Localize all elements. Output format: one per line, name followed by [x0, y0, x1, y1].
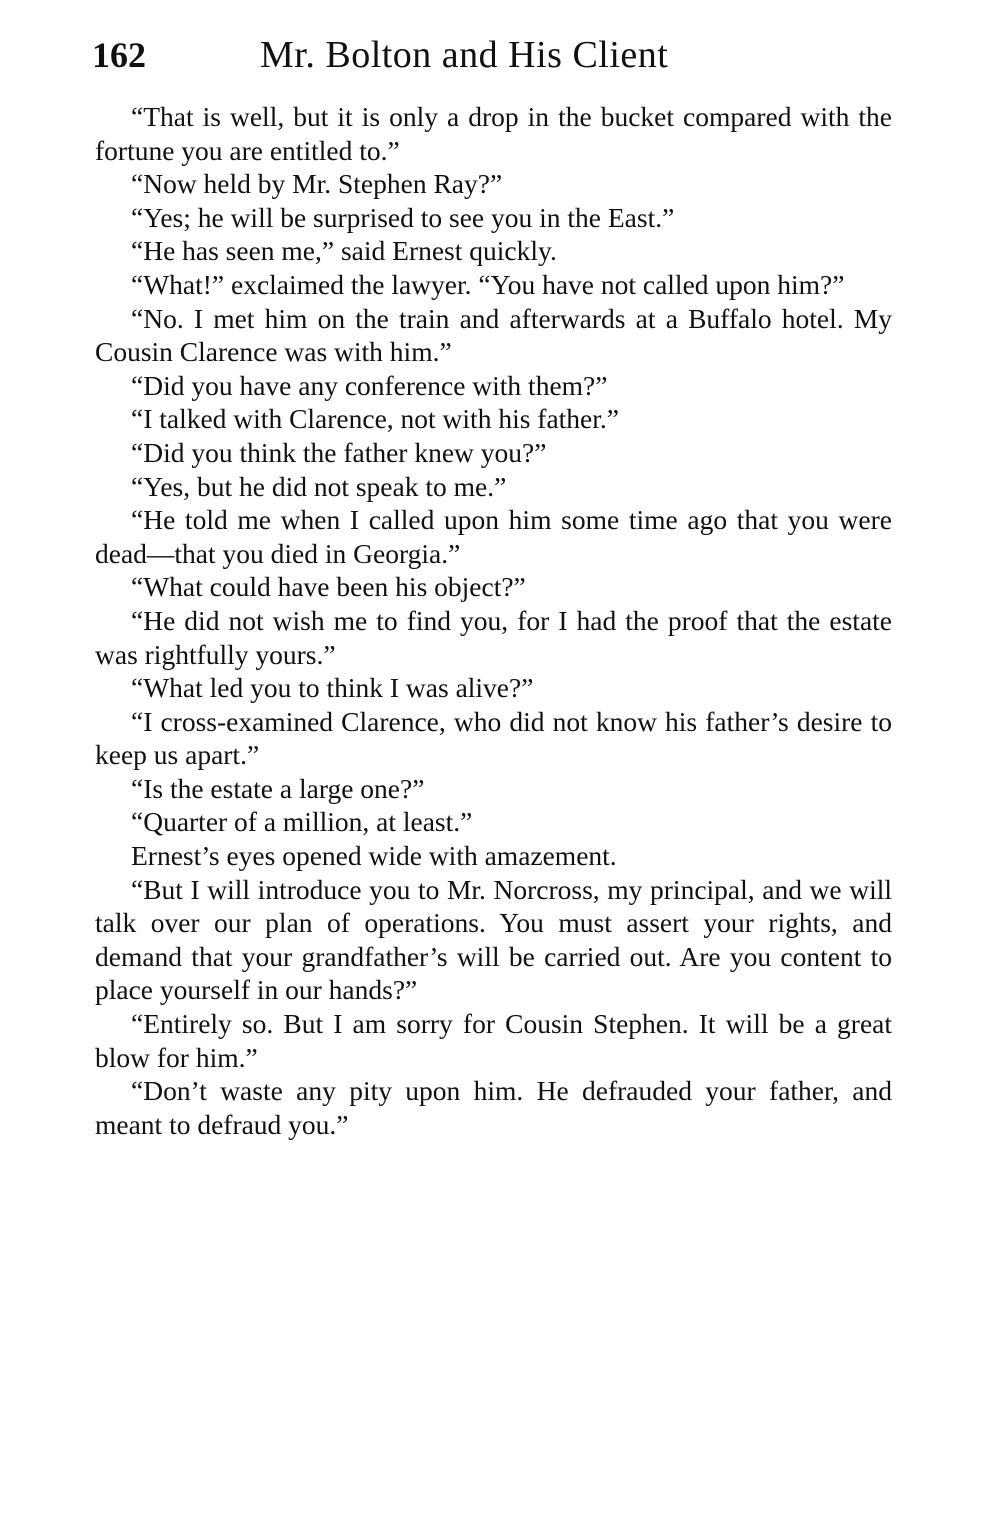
page-header: [92, 30, 902, 80]
paragraph: “I cross-examined Clarence, who did not know his father’s desire to keep us apart.”: [95, 705, 892, 771]
paragraph: Ernest’s eyes opened wide with amazement.: [131, 840, 617, 872]
running-title: Mr. Bolton and His Client: [260, 34, 669, 76]
paragraph: “Is the estate a large one?”: [131, 772, 425, 804]
paragraph: “He told me when I called upon him some time ago that you were dead—that you died in Georgia.”: [95, 504, 892, 569]
paragraph: “Now held by Mr. Stephen Ray?”: [131, 168, 503, 200]
paragraph: “Quarter of a million, at least.”: [131, 806, 473, 838]
paragraph: “Did you think the father knew you?”: [131, 436, 547, 468]
paragraph: “But I will introduce you to Mr. Norcross, my principal, and we will talk over our plan of operations. You must assert your rights, and demand that your grandfather’s will be carried out. Are you content to place yourself in our hands?”: [95, 873, 892, 1006]
paragraph: “Did you have any conference with them?”: [131, 369, 608, 401]
paragraph: “That is well, but it is only a drop in the bucket compared with the fortune you are entitled to.”: [95, 101, 892, 166]
paragraph: “Yes, but he did not speak to me.”: [131, 470, 507, 502]
paragraph: “Yes; he will be surprised to see you in the East.”: [131, 201, 675, 233]
paragraph: “I talked with Clarence, not with his father.”: [131, 403, 619, 435]
body-text: [95, 100, 892, 1141]
paragraph: “No. I met him on the train and afterwards at a Buffalo hotel. My Cousin Clarence was with him.”: [95, 302, 892, 368]
paragraph: “What could have been his object?”: [131, 571, 526, 603]
paragraph: “What!” exclaimed the lawyer. “You have not called upon him?”: [131, 268, 845, 300]
paragraph: “He did not wish me to find you, for I had the proof that the estate was rightfully yours.”: [95, 604, 892, 670]
page-number: 162: [92, 35, 146, 75]
paragraph: “Entirely so. But I am sorry for Cousin Stephen. It will be a great blow for him.”: [95, 1008, 892, 1073]
paragraph: “What led you to think I was alive?”: [131, 672, 534, 704]
paragraph: “Don’t waste any pity upon him. He defrauded your father, and meant to defraud you.”: [95, 1075, 892, 1140]
paragraph: “He has seen me,” said Ernest quickly.: [131, 235, 557, 267]
